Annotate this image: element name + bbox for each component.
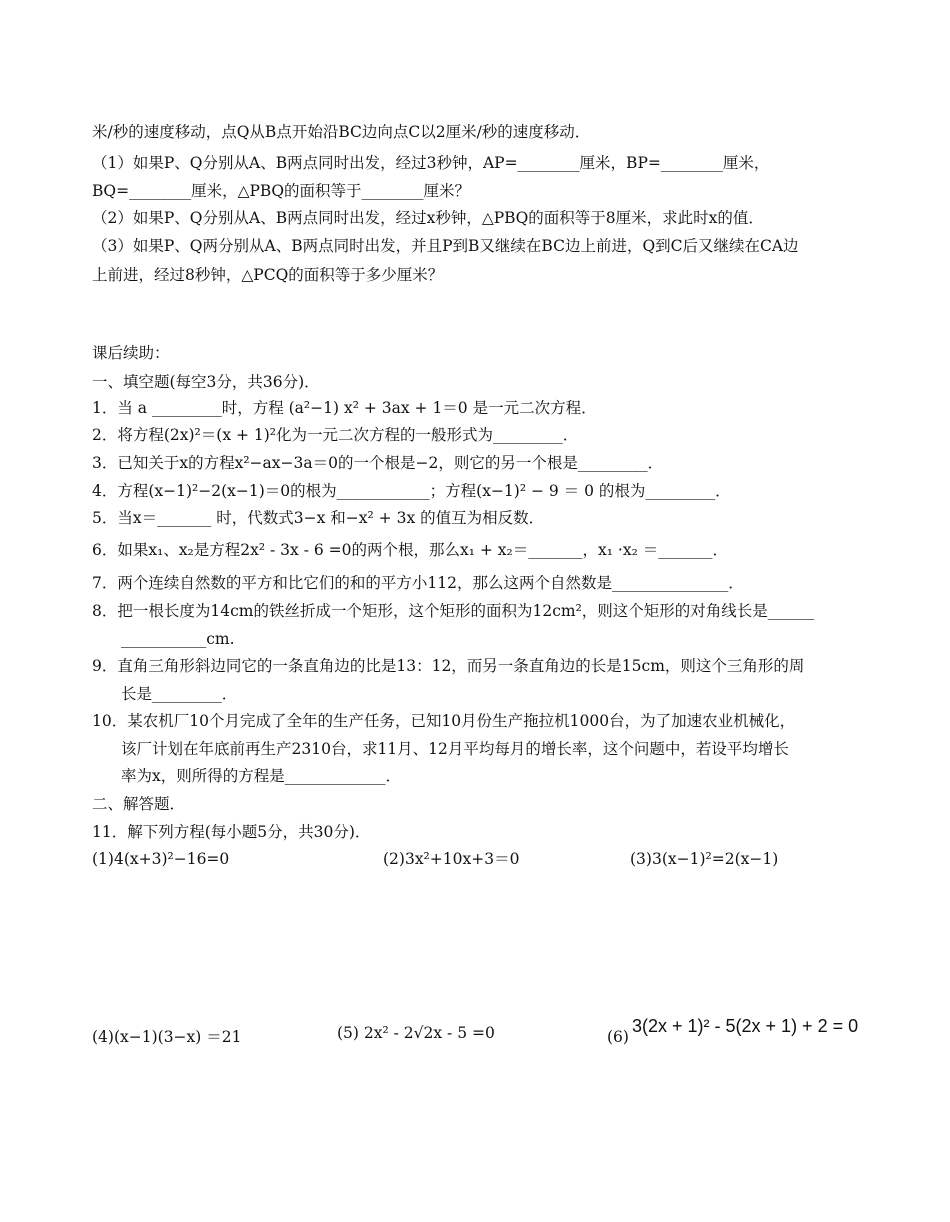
fill-item-10-cont2: 率为x，则所得的方程是_____________． <box>121 767 401 785</box>
section-2-heading: 二、解答题． <box>92 795 186 813</box>
equation-3: (3)3(x−1)²=2(x−1) <box>630 850 779 868</box>
equation-5: (5) 2x² - 2√2x - 5 =0 <box>337 1024 495 1042</box>
equation-4: (4)(x−1)(3−x) ＝21 <box>92 1028 242 1046</box>
section-1-heading: 一、填空题(每空3分，共36分)． <box>92 373 320 391</box>
fill-item-2: 2．将方程(2x)²＝(x + 1)²化为一元二次方程的一般形式为_________． <box>92 426 579 444</box>
fill-item-9: 9．直角三角形斜边同它的一条直角边的比是13：12，而另一条直角边的长是15cm，则这个三角形的周 <box>92 657 805 675</box>
equation-1: (1)4(x+3)²−16=0 <box>92 850 230 868</box>
question-1a: （1）如果P、Q分别从A、B两点同时出发，经过3秒钟，AP=________厘米，BP=________厘米， <box>92 154 770 172</box>
equation-2: (2)3x²+10x+3＝0 <box>383 850 520 868</box>
question-1b: BQ=________厘米，△PBQ的面积等于________厘米？ <box>92 182 471 200</box>
fill-item-9-cont: 长是_________． <box>121 685 238 703</box>
fill-item-1: 1．当 a _________时，方程 (a²−1) x² + 3ax + 1＝0 是一元二次方程． <box>92 399 597 417</box>
fill-item-7: 7．两个连续自然数的平方和比它们的和的平方小112，那么这两个自然数是_______________． <box>92 574 744 592</box>
fill-item-8-cont: ___________cm. <box>121 630 235 648</box>
question-3a: （3）如果P、Q两分别从A、B两点同时出发，并且P到B又继续在BC边上前进，Q到C后又继续在CA边 <box>92 237 799 255</box>
fill-item-6: 6．如果x₁、x₂是方程2x² - 3x - 6 =0的两个根，那么x₁ + x₂＝_______，x₁ ·x₂ ＝_______． <box>92 541 728 559</box>
equation-6: 3(2x + 1)² - 5(2x + 1) + 2 = 0 <box>632 1016 859 1036</box>
fill-item-10-cont: 该厂计划在年底前再生产2310台，求11月、12月平均每月的增长率，这个问题中，若设平均增长 <box>121 740 789 758</box>
question-2: （2）如果P、Q分别从A、B两点同时出发，经过x秒钟，△PBQ的面积等于8厘米，求此时x的值． <box>92 209 764 227</box>
fill-item-3: 3．已知关于x的方程x²−ax−3a＝0的一个根是−2，则它的另一个根是_________． <box>92 454 664 472</box>
homework-title: 课后续助： <box>92 344 170 362</box>
continuation-line: 米/秒的速度移动，点Q从B点开始沿BC边向点C以2厘米/秒的速度移动． <box>92 123 591 141</box>
fill-item-8: 8．把一根长度为14cm的铁丝折成一个矩形，这个矩形的面积为12cm²，则这个矩形的对角线长是______ <box>92 602 815 620</box>
fill-item-10: 10．某农机厂10个月完成了全年的生产任务，已知10月份生产拖拉机1000台，为了加速农业机械化， <box>92 712 796 730</box>
equation-6-number: (6) <box>607 1028 629 1046</box>
fill-item-4: 4．方程(x−1)²−2(x−1)＝0的根为____________；方程(x−1)² − 9 ＝ 0 的根为_________． <box>92 482 731 500</box>
question-11: 11．解下列方程(每小题5分，共30分)． <box>92 823 371 841</box>
question-3b: 上前进，经过8秒钟，△PCQ的面积等于多少厘米？ <box>92 266 444 284</box>
fill-item-5: 5．当x＝_______ 时，代数式3−x 和−x² + 3x 的值互为相反数． <box>92 509 545 527</box>
